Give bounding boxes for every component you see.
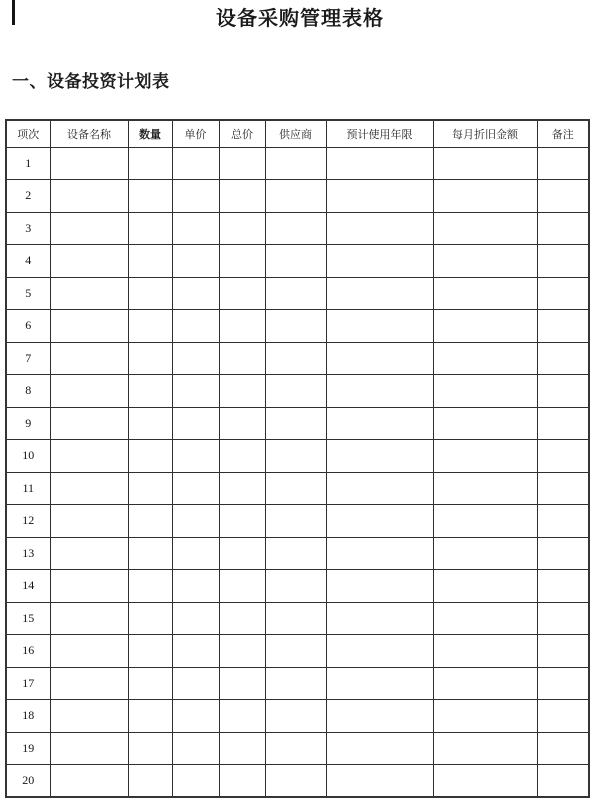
cell-unit-price[interactable] (172, 407, 219, 440)
cell-unit-price[interactable] (172, 700, 219, 733)
cell-remarks[interactable] (537, 375, 589, 408)
cell-quantity[interactable] (128, 765, 172, 798)
header-cell-equipment-name: 设备名称 (50, 120, 128, 147)
cell-expected-service-life[interactable] (326, 635, 433, 668)
cell-quantity[interactable] (128, 310, 172, 343)
cell-unit-price[interactable] (172, 147, 219, 180)
cell-expected-service-life[interactable] (326, 375, 433, 408)
cell-supplier[interactable] (265, 212, 326, 245)
cell-equipment-name[interactable] (50, 375, 128, 408)
cell-equipment-name[interactable] (50, 440, 128, 473)
cell-remarks[interactable] (537, 537, 589, 570)
cell-total-price[interactable] (219, 212, 265, 245)
cell-item-no: 13 (6, 537, 50, 570)
cell-supplier[interactable] (265, 310, 326, 343)
cell-equipment-name[interactable] (50, 732, 128, 765)
table-row (6, 310, 589, 343)
cell-equipment-name[interactable] (50, 147, 128, 180)
document-title: 设备采购管理表格 (216, 8, 384, 30)
table-row (6, 732, 589, 765)
cell-monthly-depreciation[interactable] (433, 245, 537, 278)
cell-expected-service-life[interactable] (326, 472, 433, 505)
cell-quantity[interactable] (128, 505, 172, 538)
table-row (6, 472, 589, 505)
cell-supplier[interactable] (265, 180, 326, 213)
cell-total-price[interactable] (219, 407, 265, 440)
cell-unit-price[interactable] (172, 342, 219, 375)
cell-unit-price[interactable] (172, 667, 219, 700)
cell-supplier[interactable] (265, 245, 326, 278)
cell-unit-price[interactable] (172, 602, 219, 635)
cell-quantity[interactable] (128, 700, 172, 733)
cell-unit-price[interactable] (172, 212, 219, 245)
cell-total-price[interactable] (219, 472, 265, 505)
cell-expected-service-life[interactable] (326, 277, 433, 310)
cell-equipment-name[interactable] (50, 245, 128, 278)
cell-quantity[interactable] (128, 667, 172, 700)
cell-monthly-depreciation[interactable] (433, 472, 537, 505)
cell-expected-service-life[interactable] (326, 570, 433, 603)
cell-item-no: 19 (6, 732, 50, 765)
cell-equipment-name[interactable] (50, 472, 128, 505)
cell-unit-price[interactable] (172, 245, 219, 278)
cell-total-price[interactable] (219, 700, 265, 733)
cell-monthly-depreciation[interactable] (433, 765, 537, 798)
table-row (6, 505, 589, 538)
cell-remarks[interactable] (537, 667, 589, 700)
cell-remarks[interactable] (537, 147, 589, 180)
cell-expected-service-life[interactable] (326, 245, 433, 278)
cell-remarks[interactable] (537, 732, 589, 765)
cell-item-no: 1 (6, 147, 50, 180)
cell-total-price[interactable] (219, 505, 265, 538)
cell-supplier[interactable] (265, 147, 326, 180)
cell-monthly-depreciation[interactable] (433, 667, 537, 700)
cell-quantity[interactable] (128, 147, 172, 180)
cell-remarks[interactable] (537, 505, 589, 538)
cell-total-price[interactable] (219, 180, 265, 213)
cell-monthly-depreciation[interactable] (433, 602, 537, 635)
cell-supplier[interactable] (265, 505, 326, 538)
cell-supplier[interactable] (265, 570, 326, 603)
cell-monthly-depreciation[interactable] (433, 277, 537, 310)
cell-equipment-name[interactable] (50, 635, 128, 668)
cell-quantity[interactable] (128, 180, 172, 213)
cell-total-price[interactable] (219, 245, 265, 278)
cell-expected-service-life[interactable] (326, 602, 433, 635)
cell-supplier[interactable] (265, 602, 326, 635)
cell-monthly-depreciation[interactable] (433, 505, 537, 538)
cell-remarks[interactable] (537, 310, 589, 343)
cell-remarks[interactable] (537, 180, 589, 213)
cell-unit-price[interactable] (172, 537, 219, 570)
cell-item-no: 4 (6, 245, 50, 278)
cell-quantity[interactable] (128, 375, 172, 408)
cell-supplier[interactable] (265, 765, 326, 798)
table-row (6, 180, 589, 213)
text-cursor (12, 0, 15, 25)
cell-unit-price[interactable] (172, 570, 219, 603)
cell-monthly-depreciation[interactable] (433, 212, 537, 245)
cell-item-no: 11 (6, 472, 50, 505)
cell-equipment-name[interactable] (50, 700, 128, 733)
cell-equipment-name[interactable] (50, 765, 128, 798)
cell-quantity[interactable] (128, 212, 172, 245)
cell-supplier[interactable] (265, 407, 326, 440)
cell-monthly-depreciation[interactable] (433, 732, 537, 765)
cell-supplier[interactable] (265, 635, 326, 668)
table-body (6, 147, 589, 797)
cell-total-price[interactable] (219, 765, 265, 798)
cell-remarks[interactable] (537, 245, 589, 278)
section-heading: 一、设备投资计划表 (12, 72, 170, 91)
cell-expected-service-life[interactable] (326, 407, 433, 440)
cell-equipment-name[interactable] (50, 342, 128, 375)
table-row (6, 407, 589, 440)
cell-item-no: 2 (6, 180, 50, 213)
cell-equipment-name[interactable] (50, 212, 128, 245)
header-cell-quantity: 数量 (128, 120, 172, 147)
table-row (6, 537, 589, 570)
table-row (6, 667, 589, 700)
cell-item-no: 9 (6, 407, 50, 440)
cell-monthly-depreciation[interactable] (433, 537, 537, 570)
cell-remarks[interactable] (537, 635, 589, 668)
cell-supplier[interactable] (265, 667, 326, 700)
equipment-investment-plan-table (5, 119, 590, 798)
table-row (6, 635, 589, 668)
cell-expected-service-life[interactable] (326, 537, 433, 570)
table-row (6, 342, 589, 375)
cell-item-no: 5 (6, 277, 50, 310)
cell-supplier[interactable] (265, 375, 326, 408)
cell-monthly-depreciation[interactable] (433, 570, 537, 603)
cell-remarks[interactable] (537, 212, 589, 245)
cell-item-no: 6 (6, 310, 50, 343)
cell-item-no: 10 (6, 440, 50, 473)
table-row (6, 700, 589, 733)
cell-expected-service-life[interactable] (326, 505, 433, 538)
cell-supplier[interactable] (265, 342, 326, 375)
cell-total-price[interactable] (219, 732, 265, 765)
cell-expected-service-life[interactable] (326, 147, 433, 180)
cell-total-price[interactable] (219, 635, 265, 668)
cell-item-no: 7 (6, 342, 50, 375)
header-cell-supplier: 供应商 (265, 120, 326, 147)
cell-unit-price[interactable] (172, 375, 219, 408)
cell-equipment-name[interactable] (50, 505, 128, 538)
cell-equipment-name[interactable] (50, 310, 128, 343)
cell-unit-price[interactable] (172, 277, 219, 310)
cell-unit-price[interactable] (172, 440, 219, 473)
cell-item-no: 20 (6, 765, 50, 798)
cell-total-price[interactable] (219, 277, 265, 310)
cell-remarks[interactable] (537, 407, 589, 440)
cell-equipment-name[interactable] (50, 602, 128, 635)
cell-remarks[interactable] (537, 472, 589, 505)
cell-remarks[interactable] (537, 342, 589, 375)
cell-monthly-depreciation[interactable] (433, 635, 537, 668)
cell-equipment-name[interactable] (50, 277, 128, 310)
cell-item-no: 18 (6, 700, 50, 733)
cell-monthly-depreciation[interactable] (433, 342, 537, 375)
cell-unit-price[interactable] (172, 635, 219, 668)
header-cell-remarks: 备注 (537, 120, 589, 147)
cell-expected-service-life[interactable] (326, 732, 433, 765)
cell-unit-price[interactable] (172, 732, 219, 765)
cell-remarks[interactable] (537, 700, 589, 733)
cell-item-no: 14 (6, 570, 50, 603)
cell-item-no: 17 (6, 667, 50, 700)
cell-remarks[interactable] (537, 602, 589, 635)
table-row (6, 147, 589, 180)
cell-quantity[interactable] (128, 277, 172, 310)
table-row (6, 212, 589, 245)
cell-expected-service-life[interactable] (326, 180, 433, 213)
table-row (6, 440, 589, 473)
table-row (6, 245, 589, 278)
table-row (6, 570, 589, 603)
table-row (6, 765, 589, 798)
cell-quantity[interactable] (128, 245, 172, 278)
cell-unit-price[interactable] (172, 505, 219, 538)
cell-unit-price[interactable] (172, 765, 219, 798)
table-row (6, 602, 589, 635)
cell-quantity[interactable] (128, 472, 172, 505)
cell-supplier[interactable] (265, 440, 326, 473)
cell-total-price[interactable] (219, 537, 265, 570)
cell-quantity[interactable] (128, 602, 172, 635)
header-cell-item-no: 项次 (6, 120, 50, 147)
cell-monthly-depreciation[interactable] (433, 375, 537, 408)
cell-quantity[interactable] (128, 440, 172, 473)
table-row (6, 277, 589, 310)
header-cell-total-price: 总价 (219, 120, 265, 147)
cell-equipment-name[interactable] (50, 407, 128, 440)
cell-supplier[interactable] (265, 277, 326, 310)
cell-supplier[interactable] (265, 700, 326, 733)
cell-item-no: 16 (6, 635, 50, 668)
cell-expected-service-life[interactable] (326, 667, 433, 700)
cell-monthly-depreciation[interactable] (433, 147, 537, 180)
header-cell-monthly-depreciation: 每月折旧金额 (433, 120, 537, 147)
cell-item-no: 8 (6, 375, 50, 408)
cell-unit-price[interactable] (172, 310, 219, 343)
cell-monthly-depreciation[interactable] (433, 700, 537, 733)
header-cell-unit-price: 单价 (172, 120, 219, 147)
cell-quantity[interactable] (128, 635, 172, 668)
cell-total-price[interactable] (219, 310, 265, 343)
cell-supplier[interactable] (265, 537, 326, 570)
table-header-row (6, 120, 589, 147)
cell-item-no: 15 (6, 602, 50, 635)
cell-quantity[interactable] (128, 342, 172, 375)
cell-total-price[interactable] (219, 342, 265, 375)
cell-total-price[interactable] (219, 375, 265, 408)
cell-item-no: 12 (6, 505, 50, 538)
cell-total-price[interactable] (219, 440, 265, 473)
cell-monthly-depreciation[interactable] (433, 407, 537, 440)
cell-remarks[interactable] (537, 440, 589, 473)
cell-total-price[interactable] (219, 147, 265, 180)
cell-equipment-name[interactable] (50, 180, 128, 213)
cell-quantity[interactable] (128, 570, 172, 603)
cell-remarks[interactable] (537, 765, 589, 798)
cell-monthly-depreciation[interactable] (433, 310, 537, 343)
cell-total-price[interactable] (219, 667, 265, 700)
cell-monthly-depreciation[interactable] (433, 180, 537, 213)
cell-expected-service-life[interactable] (326, 342, 433, 375)
cell-remarks[interactable] (537, 277, 589, 310)
cell-equipment-name[interactable] (50, 570, 128, 603)
cell-quantity[interactable] (128, 537, 172, 570)
cell-total-price[interactable] (219, 602, 265, 635)
cell-unit-price[interactable] (172, 180, 219, 213)
cell-expected-service-life[interactable] (326, 310, 433, 343)
cell-quantity[interactable] (128, 732, 172, 765)
table-row (6, 375, 589, 408)
cell-equipment-name[interactable] (50, 537, 128, 570)
cell-supplier[interactable] (265, 472, 326, 505)
cell-total-price[interactable] (219, 570, 265, 603)
cell-equipment-name[interactable] (50, 667, 128, 700)
cell-supplier[interactable] (265, 732, 326, 765)
cell-monthly-depreciation[interactable] (433, 440, 537, 473)
cell-remarks[interactable] (537, 570, 589, 603)
header-cell-expected-service-life: 预计使用年限 (326, 120, 433, 147)
cell-quantity[interactable] (128, 407, 172, 440)
cell-expected-service-life[interactable] (326, 700, 433, 733)
cell-item-no: 3 (6, 212, 50, 245)
cell-unit-price[interactable] (172, 472, 219, 505)
cell-expected-service-life[interactable] (326, 765, 433, 798)
cell-expected-service-life[interactable] (326, 440, 433, 473)
cell-expected-service-life[interactable] (326, 212, 433, 245)
